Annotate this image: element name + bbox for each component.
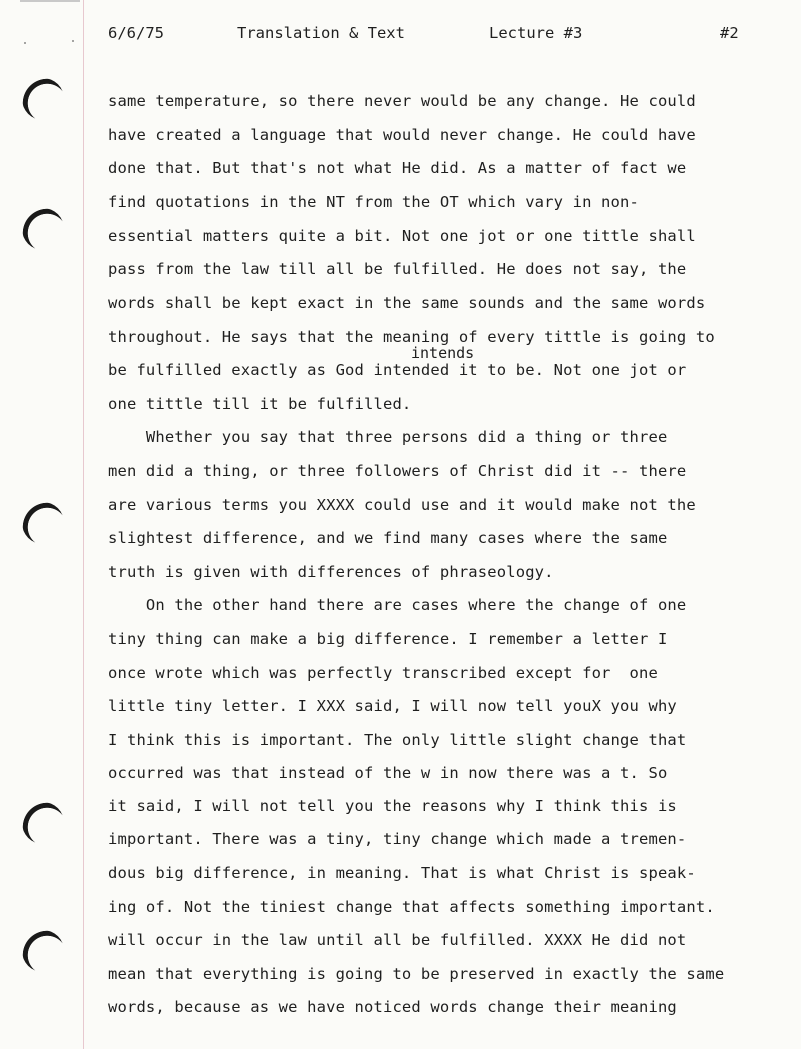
- text-line: same temperature, so there never would be any change. He could: [108, 92, 696, 110]
- binder-hole: [22, 930, 64, 972]
- text-line: occurred was that instead of the w in now there was a t. So: [108, 764, 668, 782]
- binder-hole: [22, 78, 64, 120]
- scan-speck: [24, 42, 26, 44]
- text-line: have created a language that would never change. He could have: [108, 126, 696, 144]
- text-line: On the other hand there are cases where the change of one: [108, 596, 687, 614]
- text-line: important. There was a tiny, tiny change which made a tremen-: [108, 830, 687, 848]
- binder-hole: [22, 502, 64, 544]
- text-line: slightest difference, and we find many cases where the same: [108, 529, 668, 547]
- text-line: done that. But that's not what He did. As a matter of fact we: [108, 159, 687, 177]
- text-line: find quotations in the NT from the OT which vary in non-: [108, 193, 639, 211]
- text-line: words shall be kept exact in the same sounds and the same words: [108, 294, 706, 312]
- text-line: ing of. Not the tiniest change that affects something important.: [108, 898, 715, 916]
- text-line: once wrote which was perfectly transcribed except for one: [108, 664, 658, 682]
- text-line: men did a thing, or three followers of Christ did it -- there: [108, 462, 687, 480]
- binder-hole: [22, 208, 64, 250]
- margin-rule: [83, 0, 84, 1049]
- page-header: [108, 24, 748, 46]
- interlinear-correction: intends: [411, 344, 475, 362]
- text-line: are various terms you XXXX could use and it would make not the: [108, 496, 696, 514]
- text-line: will occur in the law until all be fulfilled. XXXX He did not: [108, 931, 687, 949]
- text-line: tiny thing can make a big difference. I remember a letter I: [108, 630, 668, 648]
- text-line: it said, I will not tell you the reasons why I think this is: [108, 797, 677, 815]
- text-line: one tittle till it be fulfilled.: [108, 395, 412, 413]
- text-line: Whether you say that three persons did a thing or three: [108, 428, 668, 446]
- binder-hole: [22, 802, 64, 844]
- scan-smudge: [20, 0, 80, 2]
- header-course: Translation & Text: [237, 24, 405, 42]
- text-line: pass from the law till all be fulfilled. He does not say, the: [108, 260, 687, 278]
- text-line: I think this is important. The only little slight change that: [108, 731, 687, 749]
- header-page-number: #2: [720, 24, 739, 42]
- text-line: mean that everything is going to be preserved in exactly the same: [108, 965, 725, 983]
- header-date: 6/6/75: [108, 24, 164, 42]
- text-line: dous big difference, in meaning. That is what Christ is speak-: [108, 864, 696, 882]
- text-line: words, because as we have noticed words change their meaning: [108, 998, 677, 1016]
- scan-speck: [72, 40, 74, 42]
- text-line: throughout. He says that the meaning of every tittle is going to: [108, 328, 715, 346]
- header-lecture: Lecture #3: [489, 24, 583, 42]
- text-line: truth is given with differences of phraseology.: [108, 563, 554, 581]
- text-line: little tiny letter. I XXX said, I will now tell youX you why: [108, 697, 677, 715]
- text-line: be fulfilled exactly as God intended it to be. Not one jot or: [108, 361, 687, 379]
- text-line: essential matters quite a bit. Not one jot or one tittle shall: [108, 227, 696, 245]
